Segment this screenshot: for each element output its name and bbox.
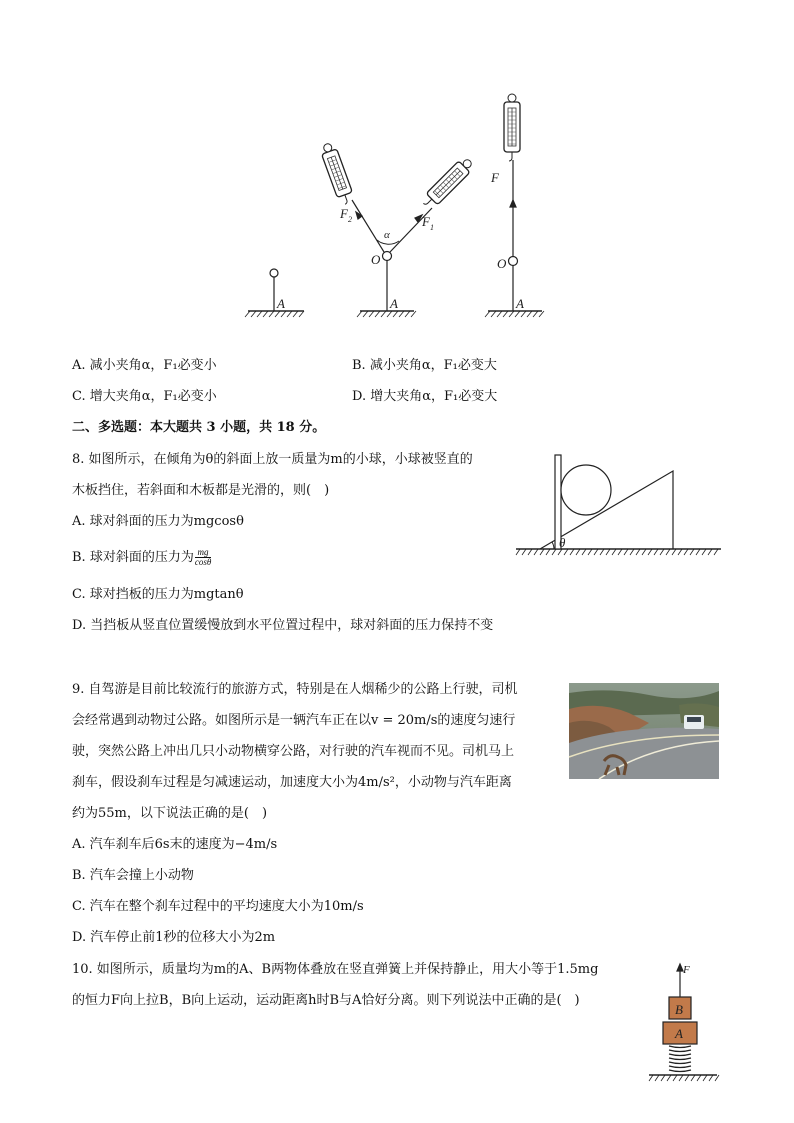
fig7-label-alpha: α xyxy=(384,229,390,241)
fig7-label-A-mid: A xyxy=(390,296,398,311)
q8-option-c[interactable]: C. 球对挡板的压力为mgtanθ xyxy=(72,587,244,602)
q7-option-a[interactable]: A. 减小夹角α，F₁必变小 xyxy=(72,358,217,373)
q10-figure-label-F: F xyxy=(683,964,690,976)
spring-balance-f2 xyxy=(319,141,356,206)
section-title: 二、多选题：本大题共 3 小题，共 18 分。 xyxy=(72,420,326,435)
spring-balance-f1 xyxy=(420,155,476,211)
q10-figure-label-B: B xyxy=(675,1002,683,1017)
fig7-label-F1-sub: 1 xyxy=(430,223,434,232)
fig7-label-F1: F xyxy=(422,214,430,229)
q10-figure xyxy=(645,960,725,1085)
q8-option-d[interactable]: D. 当挡板从竖直位置缓慢放到水平位置过程中，球对斜面的压力保持不变 xyxy=(72,618,494,633)
left-post xyxy=(245,269,304,317)
q8-option-b-num: mg xyxy=(195,548,211,558)
q8-stem-line1: 8. 如图所示，在倾角为θ的斜面上放一质量为m的小球，小球被竖直的 xyxy=(72,452,473,467)
q7-option-c[interactable]: C. 增大夹角α，F₁必变小 xyxy=(72,389,217,404)
q8-option-b-den: cosθ xyxy=(194,557,212,567)
q9-stem-line3: 驶，突然公路上冲出几只小动物横穿公路，对行驶的汽车视而不见。司机马上 xyxy=(72,744,515,759)
fig7-label-O-mid: O xyxy=(371,252,381,267)
q8-figure-theta: θ xyxy=(559,535,566,550)
fig7-label-F2-sub: 2 xyxy=(348,215,352,224)
q9-road-photo xyxy=(569,683,719,779)
q7-option-b[interactable]: B. 减小夹角α，F₁必变大 xyxy=(352,358,497,373)
q9-option-b[interactable]: B. 汽车会撞上小动物 xyxy=(72,868,194,883)
q8-option-b[interactable] xyxy=(72,548,212,567)
q8-option-a[interactable]: A. 球对斜面的压力为mgcosθ xyxy=(72,514,244,529)
fig7-label-O-right: O xyxy=(497,256,507,271)
q9-stem-line5: 约为55m，以下说法正确的是( ) xyxy=(72,806,268,821)
fig7-label-A-right: A xyxy=(516,296,524,311)
q9-stem-line4: 刹车，假设刹车过程是匀减速运动，加速度大小为4m/s²，小动物与汽车距离 xyxy=(72,775,512,790)
q8-option-b-prefix: B. 球对斜面的压力为 xyxy=(72,550,194,565)
q7-figure xyxy=(0,0,794,340)
q7-option-d[interactable]: D. 增大夹角α，F₁必变大 xyxy=(352,389,498,404)
fig7-label-F: F xyxy=(491,170,499,185)
q10-stem-line1: 10. 如图所示，质量均为m的A、B两物体叠放在竖直弹簧上并保持静止，用大小等于1.5mg xyxy=(72,962,599,977)
q9-option-d[interactable]: D. 汽车停止前1秒的位移大小为2m xyxy=(72,930,276,945)
q8-option-b-fraction xyxy=(195,548,211,567)
q10-figure-label-A: A xyxy=(675,1026,683,1041)
q10-stem-line2: 的恒力F向上拉B，B向上运动，运动距离h时B与A恰好分离。则下列说法中正确的是( ) xyxy=(72,993,580,1008)
fig7-label-F2: F xyxy=(340,206,348,221)
spring-balance-vertical xyxy=(504,94,520,161)
q9-stem-line2: 会经常遇到动物过公路。如图所示是一辆汽车正在以v = 20m/s的速度匀速行 xyxy=(72,713,516,728)
fig7-label-A-left: A xyxy=(277,296,285,311)
q8-figure xyxy=(516,447,726,562)
q9-stem-line1: 9. 自驾游是目前比较流行的旅游方式，特别是在人烟稀少的公路上行驶，司机 xyxy=(72,682,518,697)
q9-option-c[interactable]: C. 汽车在整个刹车过程中的平均速度大小为10m/s xyxy=(72,899,364,914)
q8-stem-line2: 木板挡住，若斜面和木板都是光滑的，则( ) xyxy=(72,483,330,498)
q9-option-a[interactable]: A. 汽车刹车后6s末的速度为−4m/s xyxy=(72,837,278,852)
